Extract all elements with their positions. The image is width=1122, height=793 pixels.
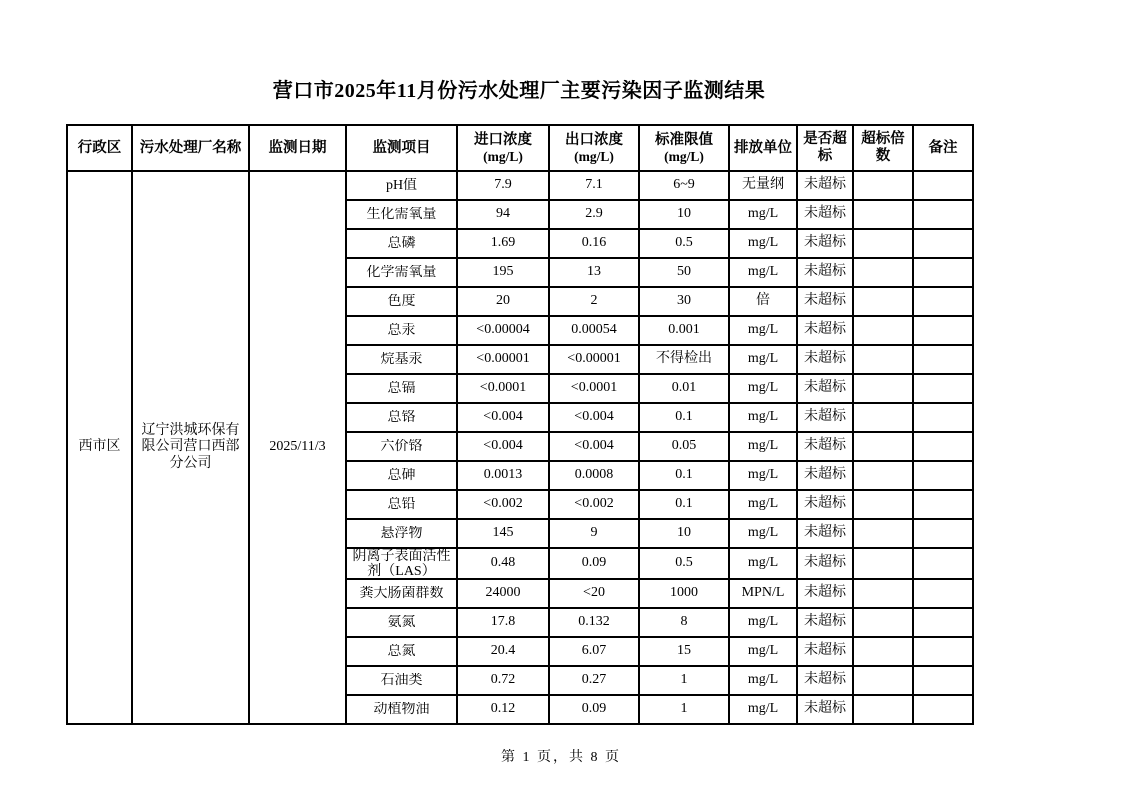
outlet-value-cell: 0.16 [549, 229, 639, 258]
exceed-multiple-cell [853, 548, 913, 579]
outlet-value-cell: 2 [549, 287, 639, 316]
unit-cell: mg/L [729, 666, 797, 695]
limit-value-cell: 不得检出 [639, 345, 729, 374]
unit-cell: mg/L [729, 200, 797, 229]
limit-value-cell: 1000 [639, 579, 729, 608]
exceed-multiple-cell [853, 519, 913, 548]
exceed-multiple-cell [853, 579, 913, 608]
item-label: 总磷 [387, 236, 416, 251]
limit-value-cell: 10 [639, 200, 729, 229]
column-header-label: 监测项目 [372, 139, 431, 156]
column-header-unit: (mg/L) [574, 148, 614, 164]
unit-cell: MPN/L [729, 579, 797, 608]
item-cell [346, 637, 457, 666]
unit-cell: mg/L [729, 374, 797, 403]
item-cell [346, 519, 457, 548]
inlet-value-cell: <0.0001 [457, 374, 549, 403]
item-cell [346, 695, 457, 724]
item-label: 总汞 [387, 323, 416, 338]
exceeded-status-cell: 未超标 [797, 229, 853, 258]
page-title: 营口市2025年11月份污水处理厂主要污染因子监测结果 [272, 80, 766, 102]
item-label: pH值 [385, 178, 418, 193]
unit-cell: mg/L [729, 316, 797, 345]
table-body [67, 171, 973, 724]
exceeded-status-cell: 未超标 [797, 345, 853, 374]
exceed-multiple-cell [853, 316, 913, 345]
remark-cell [913, 490, 973, 519]
unit-cell: mg/L [729, 432, 797, 461]
document-content [66, 74, 972, 725]
outlet-value-cell: <0.004 [549, 403, 639, 432]
item-cell [346, 548, 457, 579]
limit-value-cell: 0.5 [639, 548, 729, 579]
exceeded-status-cell: 未超标 [797, 403, 853, 432]
limit-value-cell: 0.1 [639, 461, 729, 490]
district-cell: 西市区 [67, 171, 132, 724]
limit-value-cell: 0.001 [639, 316, 729, 345]
column-header [913, 125, 973, 171]
item-label: 阴离子表面活性剂（LAS） [352, 549, 451, 578]
inlet-value-cell: 17.8 [457, 608, 549, 637]
outlet-value-cell: <20 [549, 579, 639, 608]
unit-cell: mg/L [729, 490, 797, 519]
unit-cell: 倍 [729, 287, 797, 316]
exceeded-status-cell: 未超标 [797, 666, 853, 695]
inlet-value-cell: 1.69 [457, 229, 549, 258]
exceeded-status-cell: 未超标 [797, 548, 853, 579]
inlet-value-cell: 20.4 [457, 637, 549, 666]
item-label: 石油类 [380, 673, 423, 688]
column-header-label: 标准限值 [655, 131, 713, 148]
outlet-value-cell: <0.00001 [549, 345, 639, 374]
remark-cell [913, 666, 973, 695]
unit-cell: mg/L [729, 345, 797, 374]
outlet-value-cell: 6.07 [549, 637, 639, 666]
unit-cell: mg/L [729, 608, 797, 637]
column-header-unit: (mg/L) [664, 148, 704, 164]
outlet-value-cell: 0.00054 [549, 316, 639, 345]
limit-value-cell: 8 [639, 608, 729, 637]
exceeded-status-cell: 未超标 [797, 374, 853, 403]
column-header [457, 125, 549, 171]
item-cell [346, 287, 457, 316]
unit-cell: mg/L [729, 461, 797, 490]
remark-cell [913, 579, 973, 608]
item-cell [346, 374, 457, 403]
exceed-multiple-cell [853, 695, 913, 724]
exceeded-status-cell: 未超标 [797, 519, 853, 548]
inlet-value-cell: <0.004 [457, 403, 549, 432]
item-cell [346, 345, 457, 374]
unit-cell: mg/L [729, 229, 797, 258]
inlet-value-cell: <0.00001 [457, 345, 549, 374]
inlet-value-cell: 7.9 [457, 171, 549, 200]
inlet-value-cell: <0.00004 [457, 316, 549, 345]
column-header [853, 125, 913, 171]
item-label: 总铬 [387, 410, 416, 425]
inlet-value-cell: <0.004 [457, 432, 549, 461]
remark-cell [913, 461, 973, 490]
item-label: 化学需氧量 [366, 265, 437, 280]
limit-value-cell: 10 [639, 519, 729, 548]
limit-value-cell: 0.1 [639, 490, 729, 519]
inlet-value-cell: 195 [457, 258, 549, 287]
inlet-value-cell: 0.72 [457, 666, 549, 695]
item-cell [346, 608, 457, 637]
exceeded-status-cell: 未超标 [797, 200, 853, 229]
item-label: 总氮 [387, 644, 416, 659]
outlet-value-cell: <0.0001 [549, 374, 639, 403]
unit-cell: mg/L [729, 403, 797, 432]
column-header-label: 行政区 [77, 139, 122, 156]
inlet-value-cell: 145 [457, 519, 549, 548]
exceed-multiple-cell [853, 490, 913, 519]
unit-cell: mg/L [729, 637, 797, 666]
column-header-label: 备注 [928, 139, 958, 156]
unit-cell: mg/L [729, 519, 797, 548]
exceed-multiple-cell [853, 637, 913, 666]
remark-cell [913, 287, 973, 316]
remark-cell [913, 374, 973, 403]
exceeded-status-cell: 未超标 [797, 316, 853, 345]
remark-cell [913, 548, 973, 579]
exceed-multiple-cell [853, 287, 913, 316]
column-header [549, 125, 639, 171]
exceed-multiple-cell [853, 432, 913, 461]
column-header-label: 进口浓度 [474, 131, 532, 148]
column-header [729, 125, 797, 171]
exceed-multiple-cell [853, 258, 913, 287]
plant-name-cell: 辽宁洪城环保有限公司营口西部分公司 [132, 171, 249, 724]
item-label: 粪大肠菌群数 [359, 586, 444, 601]
outlet-value-cell: 0.0008 [549, 461, 639, 490]
exceeded-status-cell: 未超标 [797, 695, 853, 724]
remark-cell [913, 345, 973, 374]
column-header [346, 125, 457, 171]
limit-value-cell: 0.1 [639, 403, 729, 432]
outlet-value-cell: 0.132 [549, 608, 639, 637]
exceed-multiple-cell [853, 403, 913, 432]
exceed-multiple-cell [853, 200, 913, 229]
remark-cell [913, 695, 973, 724]
item-label: 六价铬 [380, 439, 423, 454]
exceeded-status-cell: 未超标 [797, 171, 853, 200]
remark-cell [913, 171, 973, 200]
unit-cell: mg/L [729, 695, 797, 724]
column-header-unit: (mg/L) [483, 148, 523, 164]
item-label: 生化需氧量 [366, 207, 437, 222]
item-label: 总镉 [387, 381, 416, 396]
inlet-value-cell: 0.0013 [457, 461, 549, 490]
monitoring-results-table [66, 124, 974, 725]
limit-value-cell: 1 [639, 695, 729, 724]
remark-cell [913, 637, 973, 666]
unit-cell: mg/L [729, 548, 797, 579]
limit-value-cell: 0.05 [639, 432, 729, 461]
inlet-value-cell: 0.12 [457, 695, 549, 724]
item-label: 烷基汞 [380, 352, 423, 367]
limit-value-cell: 50 [639, 258, 729, 287]
column-header-label: 排放单位 [734, 139, 792, 156]
outlet-value-cell: 7.1 [549, 171, 639, 200]
exceed-multiple-cell [853, 171, 913, 200]
limit-value-cell: 15 [639, 637, 729, 666]
item-cell [346, 461, 457, 490]
limit-value-cell: 0.5 [639, 229, 729, 258]
exceed-multiple-cell [853, 461, 913, 490]
exceed-multiple-cell [853, 229, 913, 258]
item-label: 总砷 [387, 468, 416, 483]
limit-value-cell: 1 [639, 666, 729, 695]
inlet-value-cell: 24000 [457, 579, 549, 608]
outlet-value-cell: 2.9 [549, 200, 639, 229]
limit-value-cell: 0.01 [639, 374, 729, 403]
outlet-value-cell: 0.09 [549, 548, 639, 579]
remark-cell [913, 608, 973, 637]
exceed-multiple-cell [853, 374, 913, 403]
item-cell [346, 200, 457, 229]
item-cell [346, 171, 457, 200]
item-label: 总铅 [387, 497, 416, 512]
exceeded-status-cell: 未超标 [797, 490, 853, 519]
column-header-label: 是否超标 [803, 131, 847, 164]
remark-cell [913, 403, 973, 432]
remark-cell [913, 316, 973, 345]
unit-cell: mg/L [729, 258, 797, 287]
column-header [132, 125, 249, 171]
remark-cell [913, 229, 973, 258]
column-header-label: 超标倍数 [861, 131, 905, 164]
column-header-label: 出口浓度 [565, 131, 623, 148]
remark-cell [913, 519, 973, 548]
inlet-value-cell: 20 [457, 287, 549, 316]
inlet-value-cell: <0.002 [457, 490, 549, 519]
inlet-value-cell: 94 [457, 200, 549, 229]
limit-value-cell: 6~9 [639, 171, 729, 200]
item-cell [346, 490, 457, 519]
page-footer: 第 1 页，共 8 页 [501, 750, 621, 765]
table-row [67, 171, 973, 200]
item-cell [346, 229, 457, 258]
exceeded-status-cell: 未超标 [797, 608, 853, 637]
exceed-multiple-cell [853, 666, 913, 695]
item-cell [346, 432, 457, 461]
outlet-value-cell: <0.002 [549, 490, 639, 519]
column-header [67, 125, 132, 171]
date-cell: 2025/11/3 [249, 171, 346, 724]
exceeded-status-cell: 未超标 [797, 637, 853, 666]
column-header [249, 125, 346, 171]
exceeded-status-cell: 未超标 [797, 287, 853, 316]
item-cell [346, 258, 457, 287]
outlet-value-cell: <0.004 [549, 432, 639, 461]
column-header [797, 125, 853, 171]
column-header [639, 125, 729, 171]
remark-cell [913, 200, 973, 229]
remark-cell [913, 258, 973, 287]
item-cell [346, 666, 457, 695]
item-cell [346, 316, 457, 345]
exceeded-status-cell: 未超标 [797, 579, 853, 608]
remark-cell [913, 432, 973, 461]
item-label: 氨氮 [387, 615, 416, 630]
table-header-row [67, 125, 973, 171]
item-label: 悬浮物 [380, 526, 423, 541]
unit-cell: 无量纲 [729, 171, 797, 200]
inlet-value-cell: 0.48 [457, 548, 549, 579]
column-header-label: 污水处理厂名称 [139, 139, 242, 156]
exceed-multiple-cell [853, 608, 913, 637]
column-header-label: 监测日期 [268, 139, 327, 156]
exceeded-status-cell: 未超标 [797, 432, 853, 461]
outlet-value-cell: 13 [549, 258, 639, 287]
outlet-value-cell: 0.27 [549, 666, 639, 695]
outlet-value-cell: 0.09 [549, 695, 639, 724]
exceeded-status-cell: 未超标 [797, 258, 853, 287]
item-cell [346, 579, 457, 608]
limit-value-cell: 30 [639, 287, 729, 316]
item-label: 色度 [387, 294, 416, 309]
item-cell [346, 403, 457, 432]
exceeded-status-cell: 未超标 [797, 461, 853, 490]
item-label: 动植物油 [373, 702, 430, 717]
outlet-value-cell: 9 [549, 519, 639, 548]
exceed-multiple-cell [853, 345, 913, 374]
